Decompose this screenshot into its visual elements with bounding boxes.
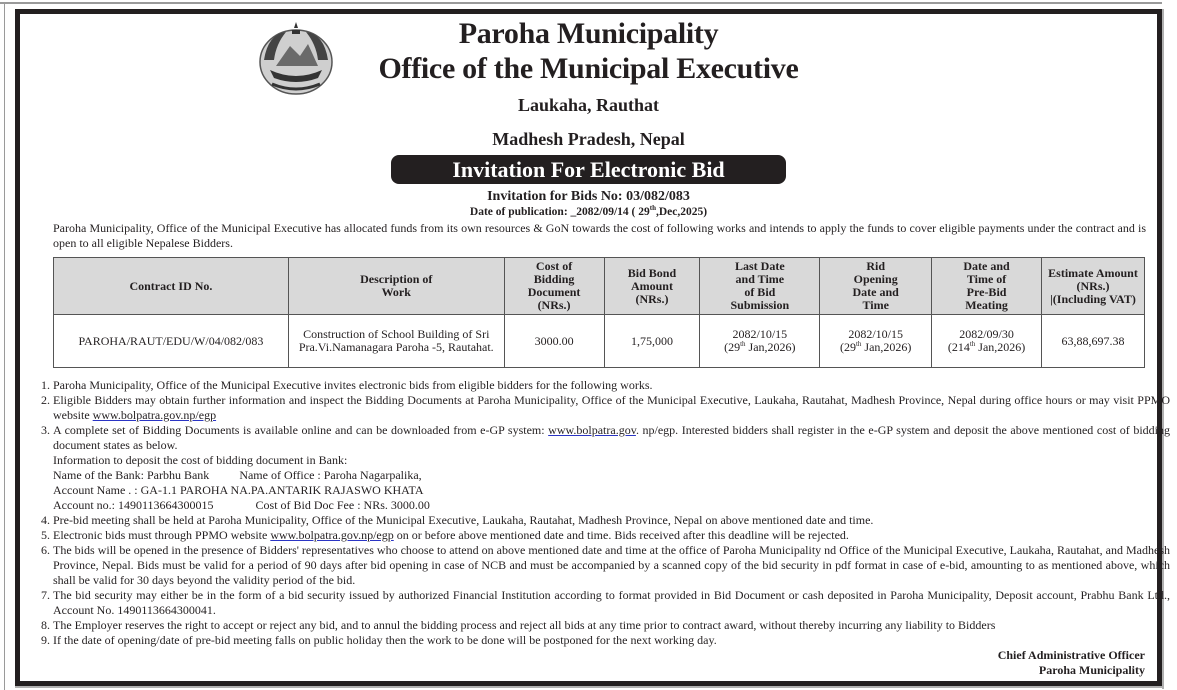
- column-header: Bid Bond Amount (NRs.): [604, 258, 700, 315]
- account-number: Account no.: 1490113664300015: [53, 498, 214, 512]
- column-header: Contract ID No.: [54, 258, 289, 315]
- clause-item: 6. The bids will be opened in the presence of Bidders' representatives who choose to attend on above mentioned date and time at the office of Paroha Municipality nd Office of the Municipal Executive, Laukaha, Rautahat, and Madhesh Province, Nepal. Bids must be valid for a period of 90 days after bid opening in case of NCB and must be accompanied by a scanned copy of the bid security in pdf format in case of e-bid, amounting to as mentioned above, which shall be valid for 30 days beyond the validity period of the bid.: [53, 543, 1170, 588]
- clause-item: 3. A complete set of Bidding Documents is available online and can be downloaded from e-GP system: www.bolpatra.gov. np/egp. Interested bidders shall register in the e-GP system and deposit the above mentioned cost of bidding document states as below. Information to deposit the cost of bidding document in Bank: Name of the Bank: Parbhu Bank Name of Office : Paroha Nagarpalika, Account Name . : GA-1.1 PAROHA NA.PA.ANTARIK RAJASWO KHATA Account no.: 1490113664300015 Cost of Bid Doc Fee : NRs. 3000.00: [53, 423, 1170, 513]
- page-edge-top: [0, 2, 1162, 4]
- location-line: Laukaha, Rauthat: [517, 95, 660, 115]
- egp-link[interactable]: www.bolpatra.gov.np/egp: [92, 408, 217, 422]
- clause-item: 5. Electronic bids must through PPMO website www.bolpatra.gov.np/egp on or before above mentioned date and time. Bids received after this deadline will be rejected.: [53, 528, 1170, 543]
- work-description: Construction of School Building of Sri Pra.Vi.Namanagara Paroha -5, Rautahat.: [288, 315, 504, 368]
- signatory-title: Chief Administrative Officer: [997, 648, 1145, 662]
- intro-paragraph: Paroha Municipality, Office of the Municipal Executive has allocated funds from its own resources & GoN towards the cost of following works and intends to apply the funds to cover eligible payments under the contract and is open to all eligible Nepalese Bidders.: [53, 221, 1146, 250]
- clause-item: 4. Pre-bid meeting shall be held at Paroha Municipality, Office of the Municipal Executive, Laukaha, Rautahat, Madhesh Province, Nepal on above mentioned date and time.: [53, 513, 1170, 528]
- clause-item: 8. The Employer reserves the right to accept or reject any bid, and to annul the bidding process and reject all bids at any time prior to contract award, without thereby incurring any liability to Bidders: [53, 618, 1170, 633]
- cost-bidding-document: 3000.00: [504, 315, 604, 368]
- ifb-number: Invitation for Bids No: 03/082/083: [487, 189, 690, 204]
- clause-item: 9. If the date of opening/date of pre-bid meeting falls on public holiday then the work to be done will be postponed for the next working day.: [53, 633, 1170, 648]
- account-name: Account Name . : GA-1.1 PAROHA NA.PA.ANTARIK RAJASWO KHATA: [53, 483, 424, 497]
- municipality-title: Paroha Municipality: [458, 17, 719, 50]
- bank-info: Information to deposit the cost of bidding document in Bank: Name of the Bank: Parbhu Bank Name of Office : Paroha Nagarpalika, Account Name . : GA-1.1 PAROHA NA.PA.ANTARIK RAJASWO KHATA Account no.: 1490113664300015 Cost of Bid Doc Fee : NRs. 3000.00: [53, 453, 1170, 513]
- bank-name: Name of the Bank: Parbhu Bank: [53, 468, 210, 482]
- frame-shadow: [15, 686, 1164, 688]
- publication-date: Date of publication: _2082/09/14 ( 29th,Dec,2025): [469, 204, 708, 218]
- bolpatra-link[interactable]: www.bolpatra.gov: [548, 423, 636, 437]
- column-header: Date and Time of Pre-Bid Meating: [932, 258, 1042, 315]
- column-header: Description of Work: [288, 258, 504, 315]
- notice-banner: Invitation For Electronic Bid: [391, 155, 786, 184]
- column-header: Cost of Bidding Document (NRs.): [504, 258, 604, 315]
- clause-list: [28, 378, 1170, 648]
- province-line: Madhesh Pradesh, Nepal: [492, 129, 685, 149]
- column-header: Last Date and Time of Bid Submission: [700, 258, 820, 315]
- bid-table: [53, 257, 1145, 368]
- clause-item: 7. The bid security may either be in the form of a bid security issued by authorized Financial Institution according to format provided in Bid Document or cash deposited in Paroha Municipality, Deposit account, Prabhu Bank Ltd., Account No. 1490113664300041.: [53, 588, 1170, 618]
- table-row: [54, 315, 1145, 368]
- egp-link[interactable]: www.bolpatra.gov.np/egp: [270, 528, 394, 542]
- pre-bid-meeting-date: 2082/09/30 (214th Jan,2026): [932, 315, 1042, 368]
- signatory-org: Paroha Municipality: [1038, 663, 1145, 677]
- bid-bond-amount: 1,75,000: [604, 315, 700, 368]
- clause-item: 2. Eligible Bidders may obtain further information and inspect the Bidding Documents at Paroha Municipality, Office of the Municipal Executive, Laukaha, Rautahat, Madhesh Province, Nepal during office hours or may visit PPMO website www.bolpatra.gov.np/egp: [53, 393, 1170, 423]
- last-submission-date: 2082/10/15 (29th Jan,2026): [700, 315, 820, 368]
- bid-opening-date: 2082/10/15 (29th Jan,2026): [820, 315, 932, 368]
- doc-fee: Cost of Bid Doc Fee : NRs. 3000.00: [255, 498, 430, 512]
- clause-item: 1. Paroha Municipality, Office of the Municipal Executive invites electronic bids from eligible bidders for the following works.: [53, 378, 1170, 393]
- contract-id: PAROHA/RAUT/EDU/W/04/082/083: [54, 315, 289, 368]
- table-header-row: [54, 258, 1145, 315]
- column-header: Rid Opening Date and Time: [820, 258, 932, 315]
- signature-block: [998, 648, 1145, 678]
- estimate-amount: 63,88,697.38: [1042, 315, 1145, 368]
- column-header: Estimate Amount (NRs.) |(Including VAT): [1042, 258, 1145, 315]
- office-title: Office of the Municipal Executive: [378, 52, 799, 85]
- office-name: Name of Office : Paroha Nagarpalika,: [239, 468, 422, 482]
